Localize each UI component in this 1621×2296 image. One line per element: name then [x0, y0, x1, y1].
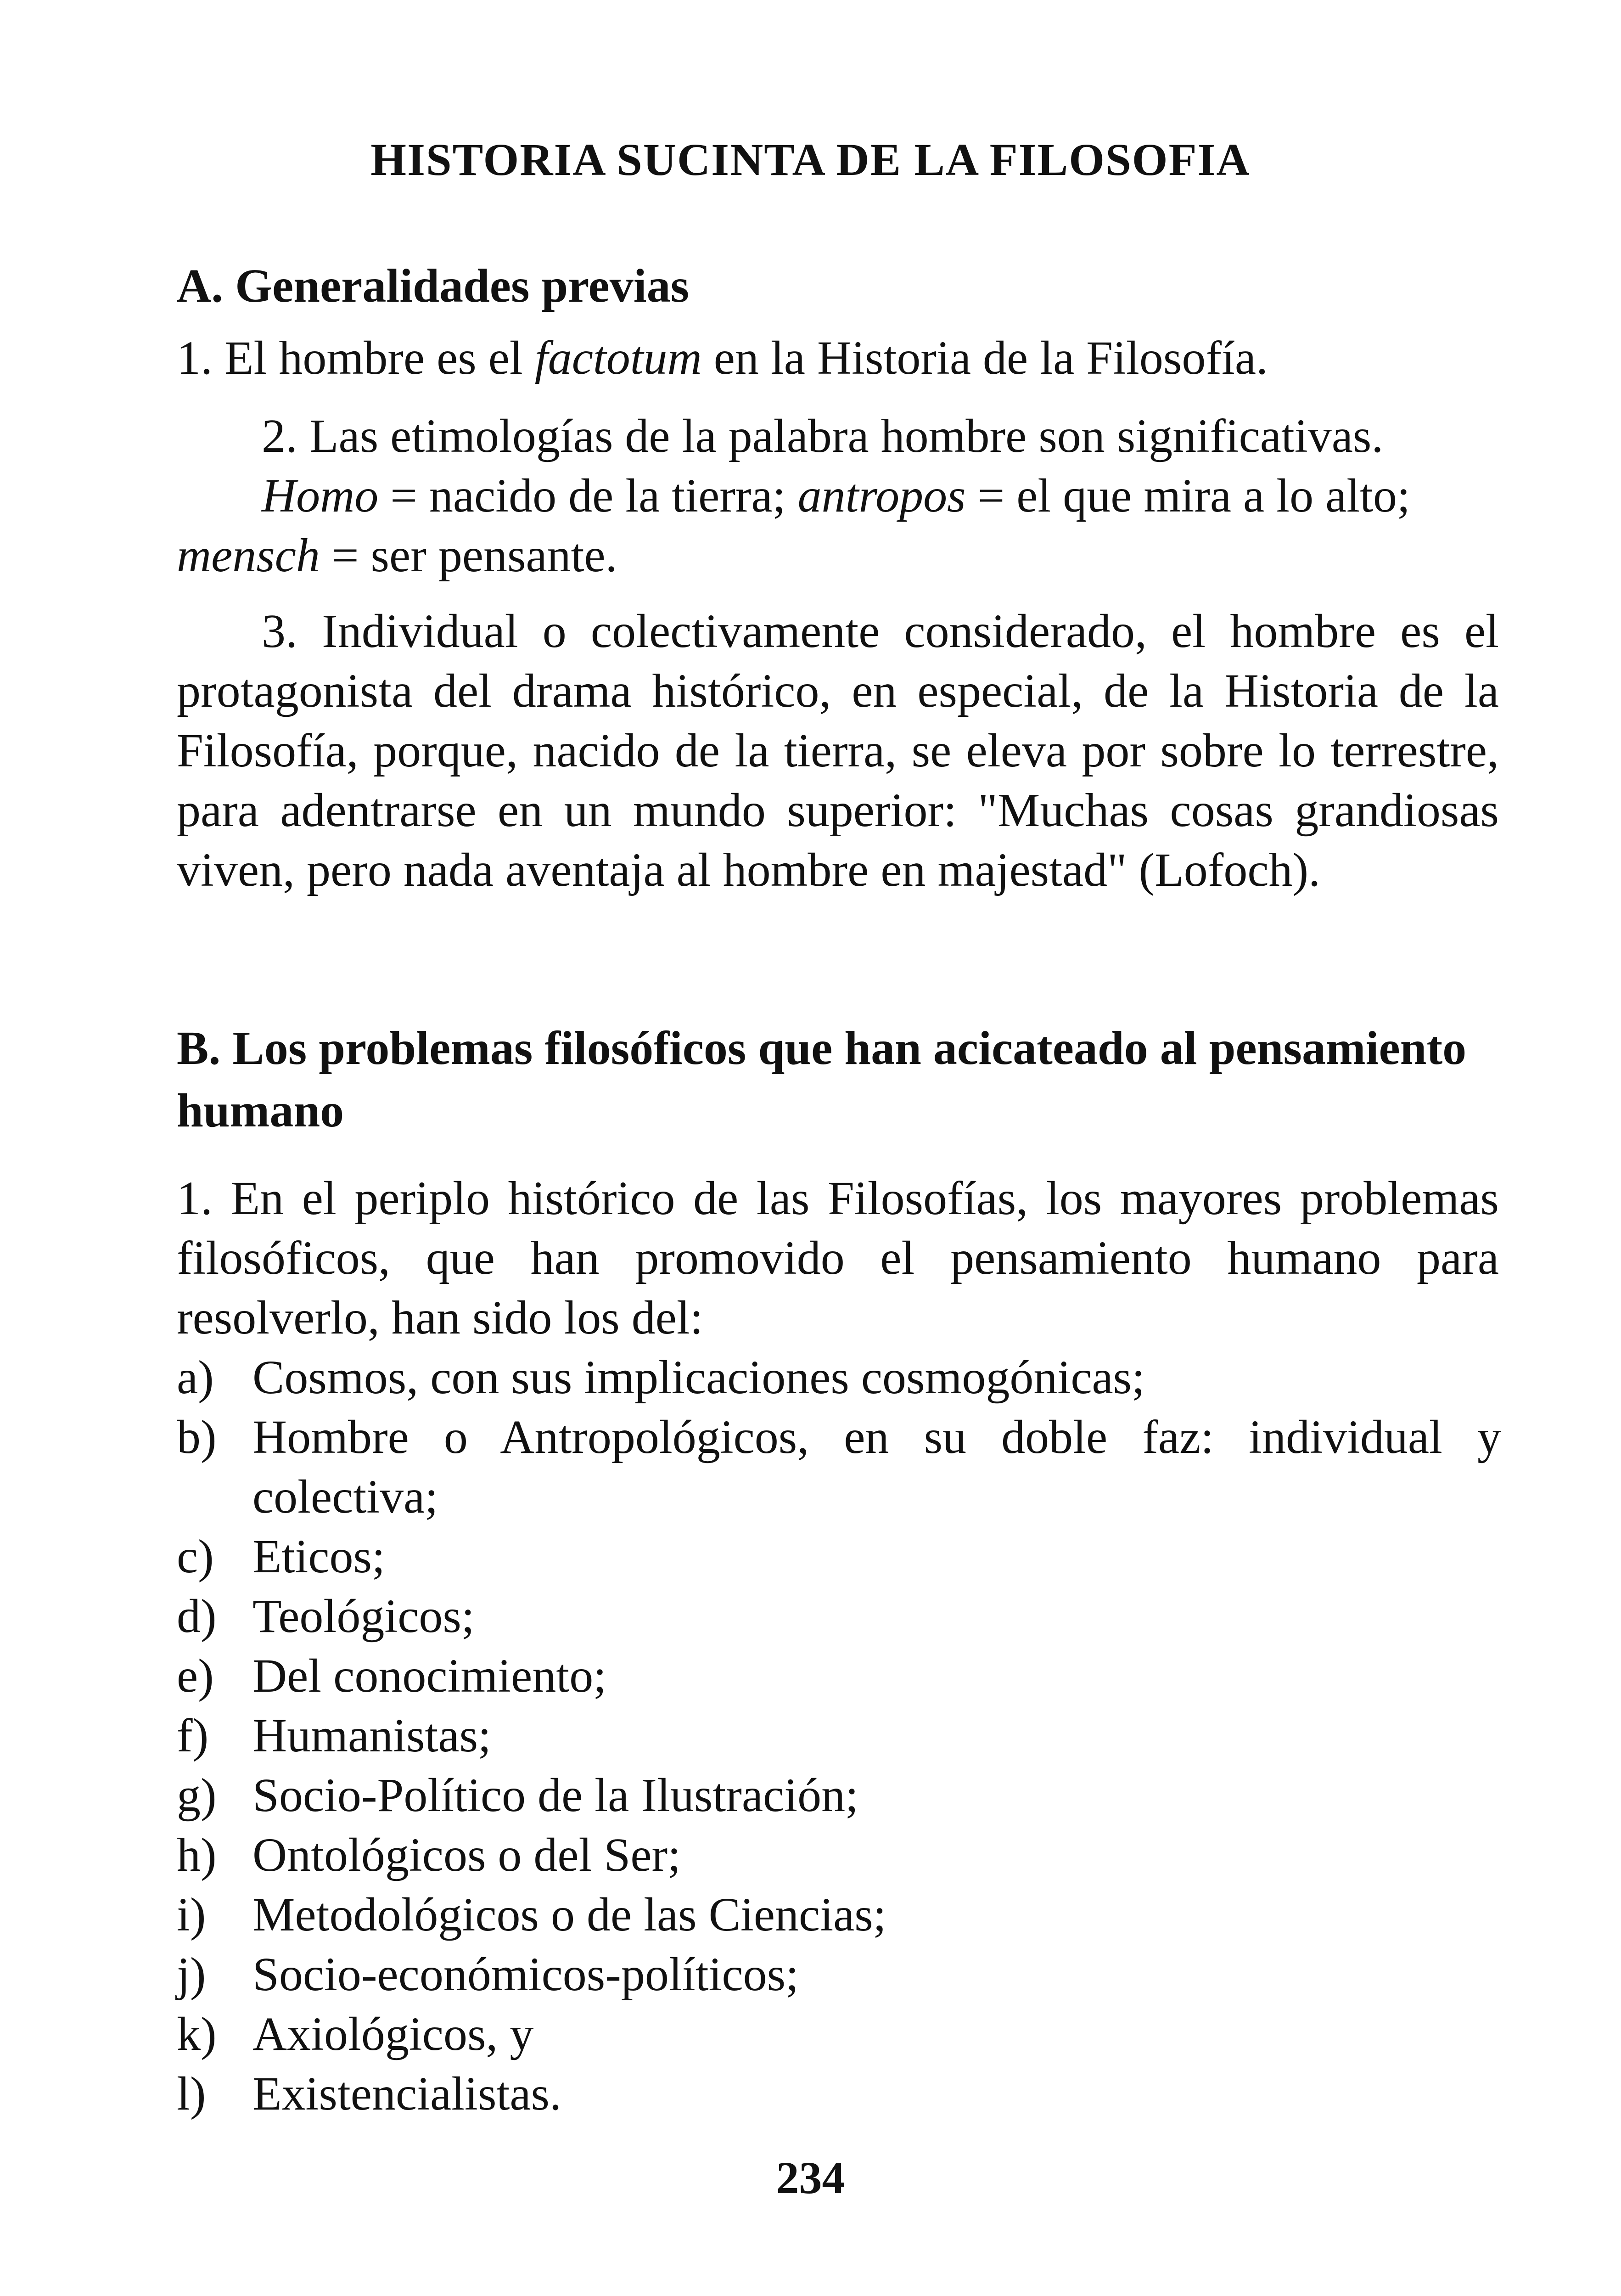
- section-a-heading: A. Generalidades previas: [177, 259, 690, 312]
- section-b-intro: 1. En el periplo histórico de las Filosofías, los mayores problemas filosóficos, que han promovido el pensamiento humano para resolverlo, han sido los del:: [177, 1172, 1499, 1344]
- page-title: HISTORIA SUCINTA DE LA FILOSOFIA: [370, 134, 1251, 185]
- list-item-text: Del conocimiento;: [252, 1649, 607, 1702]
- term-homo: Homo: [262, 469, 379, 522]
- list-item-letter: i): [177, 1888, 206, 1941]
- list-item-letter: b): [177, 1411, 217, 1463]
- section-a-point-2-line-1: 2. Las etimologías de la palabra hombre son significativas.: [262, 410, 1384, 462]
- homo-definition: = nacido de la tierra;: [378, 469, 798, 522]
- mensch-definition: = ser pensante.: [320, 529, 617, 582]
- list-item-text: Humanistas;: [252, 1709, 491, 1762]
- point-1-text-after: en la Historia de la Filosofía.: [701, 332, 1268, 384]
- list-item-text: Socio-económicos-políticos;: [252, 1948, 799, 2001]
- list-item-text: Eticos;: [252, 1530, 385, 1583]
- section-a-point-2-line-3: [177, 526, 617, 585]
- point-1-text-before: El hombre es el: [224, 332, 535, 384]
- point-1-number: 1.: [177, 332, 213, 384]
- list-item-text: Axiológicos, y: [252, 2008, 534, 2060]
- list-item-text: Socio-Político de la Ilustración;: [252, 1769, 858, 1822]
- list-item-letter: d): [177, 1590, 217, 1643]
- list-item-text: Hombre o Antropológicos, en su doble faz: individual y colectiva;: [252, 1411, 1501, 1523]
- list-item-letter: l): [177, 2067, 206, 2120]
- section-a-point-1: [177, 328, 1268, 388]
- list-item-letter: k): [177, 2008, 217, 2060]
- list-item-letter: e): [177, 1649, 214, 1702]
- list-item-text: Ontológicos o del Ser;: [252, 1829, 681, 1881]
- point-1-italic-term: factotum: [534, 332, 702, 384]
- list-item-text: Teológicos;: [252, 1590, 475, 1643]
- list-item-letter: a): [177, 1351, 214, 1404]
- list-item-letter: f): [177, 1709, 209, 1762]
- page-number: 234: [776, 2152, 845, 2203]
- list-item-text: Existencialistas.: [252, 2067, 561, 2120]
- section-a-point-3: 3. Individual o colectivamente considerado, el hombre es el protagonista del drama histórico, en especial, de la Historia de la Filosofía, porque, nacido de la tierra, se eleva por sobre lo terrestre, para adentrarse en un mundo superior: "Muchas cosas grandiosas viven, pero nada aventaja al hombre en majestad" (Lofoch).: [177, 605, 1499, 896]
- list-item-letter: c): [177, 1530, 214, 1583]
- term-mensch: mensch: [177, 529, 320, 582]
- list-item-letter: g): [177, 1769, 217, 1822]
- term-antropos: antropos: [797, 469, 966, 522]
- list-item-text: Metodológicos o de las Ciencias;: [252, 1888, 886, 1941]
- section-b-heading: B. Los problemas filosóficos que han acicateado al pensamiento humano: [177, 1022, 1467, 1137]
- list-item-text: Cosmos, con sus implicaciones cosmogónicas;: [252, 1351, 1145, 1404]
- section-a-point-2-line-2: [262, 466, 1410, 526]
- list-item-letter: j): [177, 1948, 206, 2001]
- antropos-definition: = el que mira a lo alto;: [965, 469, 1410, 522]
- list-item-letter: h): [177, 1829, 217, 1881]
